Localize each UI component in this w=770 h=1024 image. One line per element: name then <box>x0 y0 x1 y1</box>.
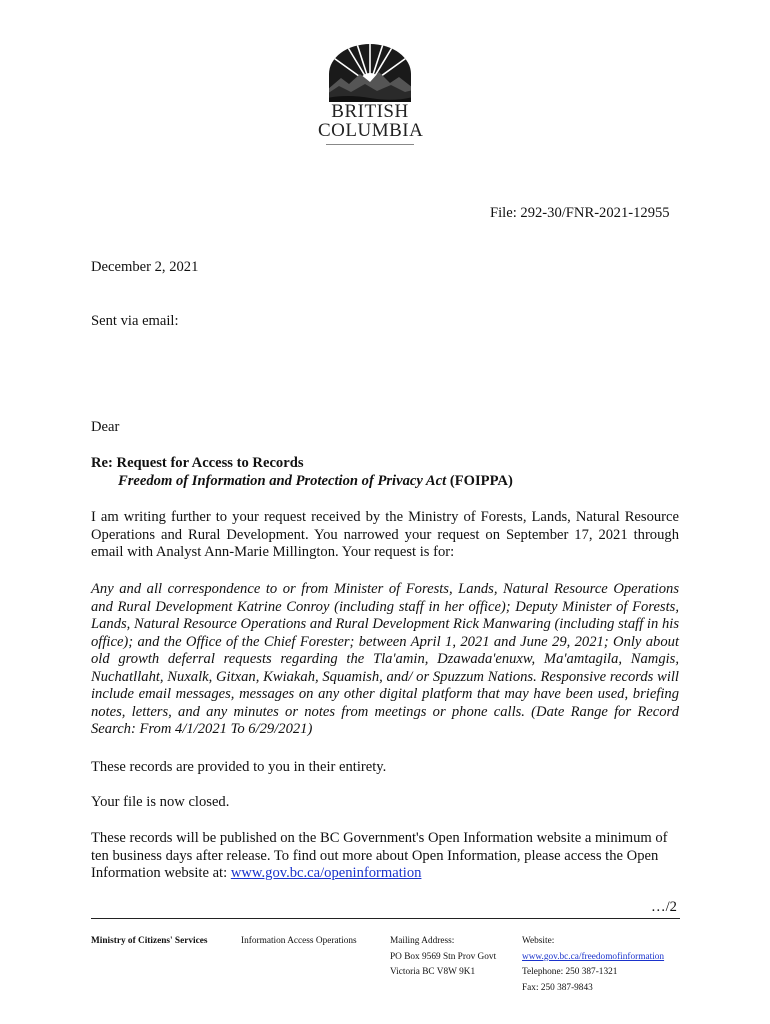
footer-mailing-label: Mailing Address: <box>390 936 455 946</box>
bc-logo <box>318 44 422 145</box>
footer-contact <box>522 934 664 996</box>
footer-mailing-line1: PO Box 9569 Stn Prov Govt <box>390 951 497 962</box>
footer-mailing-address <box>390 934 496 981</box>
file-reference: File: 292-30/FNR-2021-12955 <box>490 205 670 221</box>
paragraph-request-intro: I am writing further to your request received by the Ministry of Forests, Lands, Natural Resource Operations and Rural Development. You narrowed your request on September 17, 2021 through email with Analyst Ann-Marie Millington. Your request is for: <box>91 509 679 560</box>
subject-line: Re: Request for Access to Records <box>91 455 304 471</box>
act-name: Freedom of Information and Protection of Privacy Act <box>118 473 447 489</box>
salutation: Dear <box>91 419 120 435</box>
footer-mailing-line2: Victoria BC V8W 9K1 <box>390 967 476 977</box>
footer-branch: Information Access Operations <box>241 936 357 946</box>
act-abbreviation: (FOIPPA) <box>446 473 513 489</box>
subject-act <box>118 473 513 491</box>
footer-telephone: Telephone: 250 387-1321 <box>522 967 618 977</box>
paragraph-records-provided: These records are provided to you in their entirety. <box>91 759 387 775</box>
open-information-text: These records will be published on the BC Government's Open Information website a minimum of ten business days after release. To find out more about Open Information, please access the Open Information website at: <box>91 830 668 881</box>
letter-date: December 2, 2021 <box>91 259 199 275</box>
footer-website-label: Website: <box>522 936 555 946</box>
footer-website-link[interactable]: www.gov.bc.ca/freedomofinformation <box>522 951 665 962</box>
footer-divider <box>91 918 680 919</box>
paragraph-open-information <box>91 830 679 883</box>
open-information-link[interactable]: www.gov.bc.ca/openinformation <box>230 865 422 881</box>
footer-fax: Fax: 250 387-9843 <box>522 982 593 993</box>
logo-text-columbia: COLUMBIA <box>318 120 424 141</box>
sent-via-label: Sent via email: <box>91 313 179 329</box>
logo-text-british: BRITISH <box>331 101 409 122</box>
page-continuation-marker: …/2 <box>651 899 677 915</box>
request-description: Any and all correspondence to or from Minister of Forests, Lands, Natural Resource Operations and Rural Development Katrine Conroy (including staff in her office); Deputy Minister of Forests, Lands, Natural Resource Operations and Rural Development Rick Manwaring (including staff in his office); and the Office of the Chief Forester; between April 1, 2021 and June 29, 2021; Only about old growth deferral requests regarding the Tla'amin, Dzawada'enuxw, Ma'amtagila, Namgis, Nuchatllaht, Nuxalk, Gitxan, Kwiakah, Squamish, and/ or Spuzzum Nations. Responsive records will include email messages, messages on any other digital platform that may have been used, briefing notes, letters, and any minutes or notes from meetings or phone calls. (Date Range for Record Search: From 4/1/2021 To 6/29/2021) <box>91 581 679 737</box>
paragraph-file-closed: Your file is now closed. <box>91 794 230 810</box>
logo-underline <box>326 144 414 145</box>
footer-ministry: Ministry of Citizens' Services <box>91 936 208 946</box>
bc-sun-mountains-icon <box>327 44 413 102</box>
